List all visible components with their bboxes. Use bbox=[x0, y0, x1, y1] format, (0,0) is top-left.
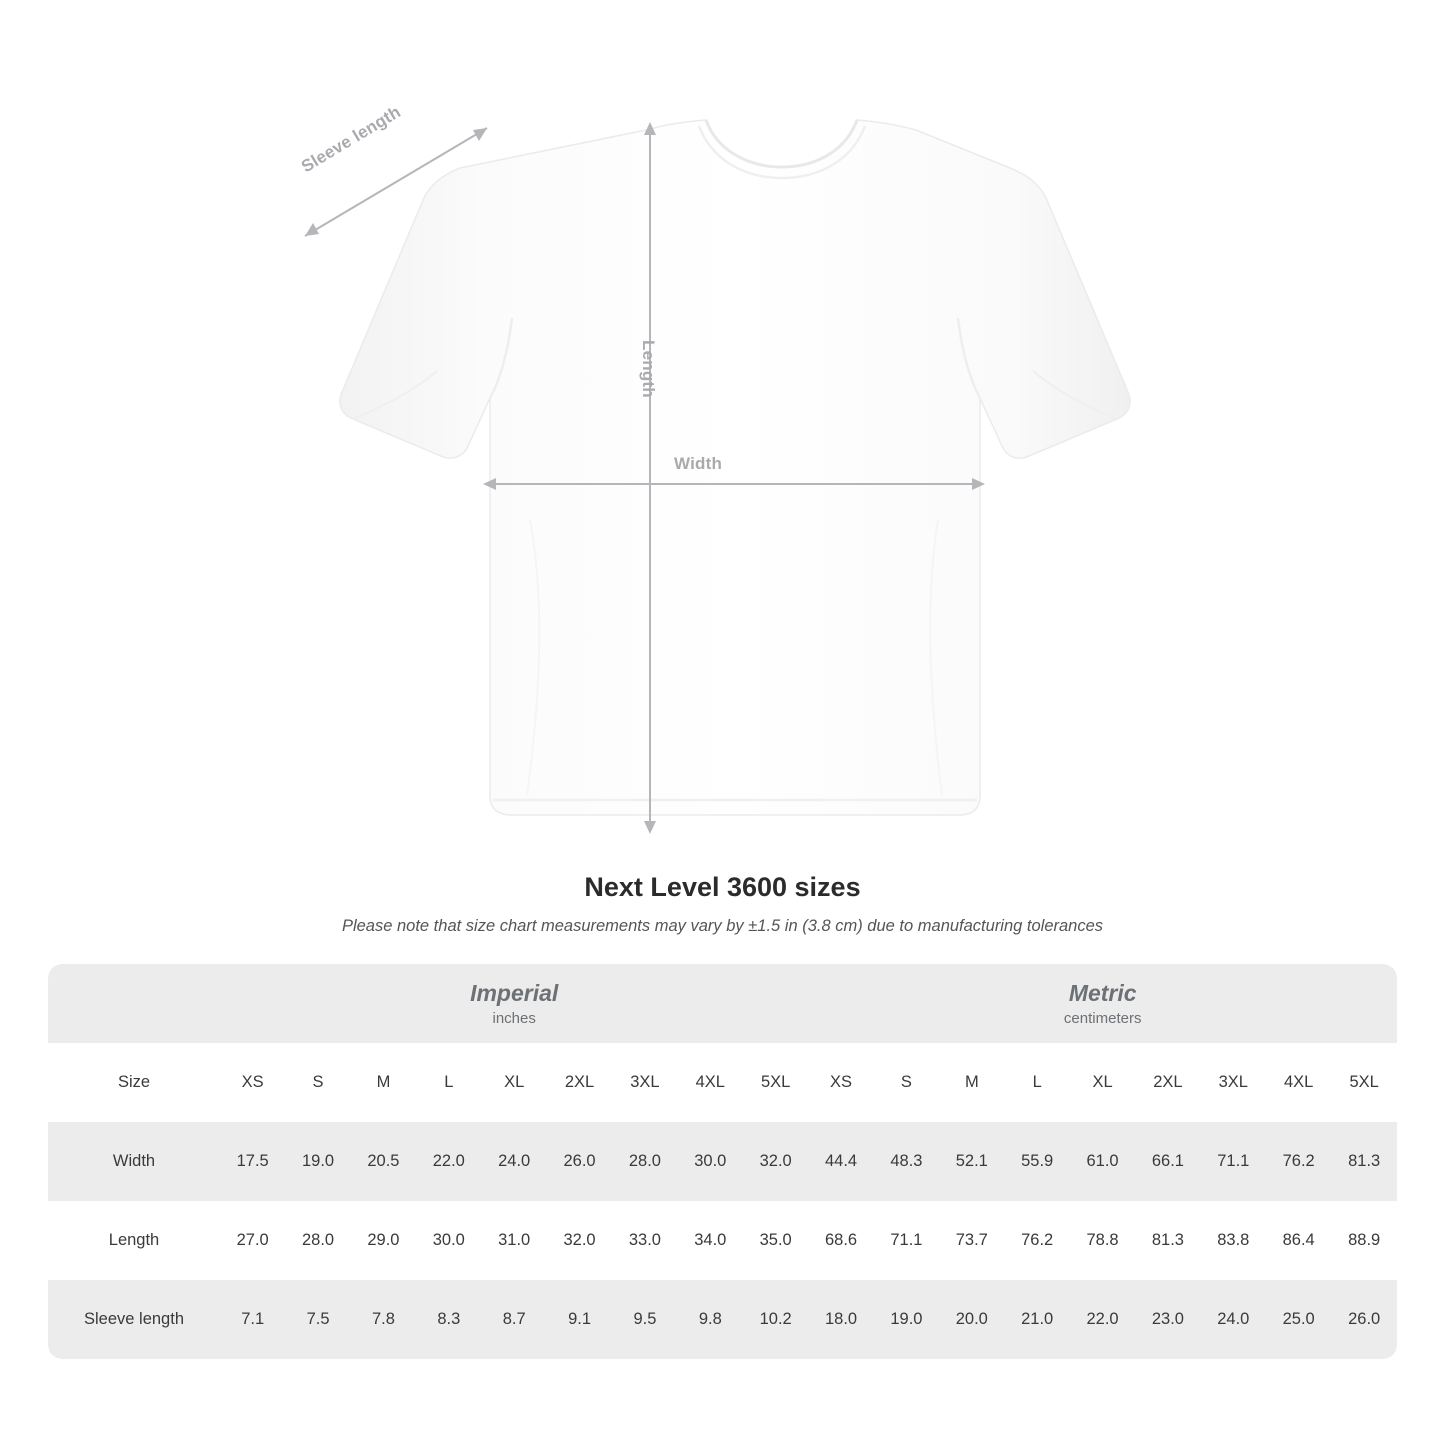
cell-sleeve-imperial-xl: 8.7 bbox=[482, 1280, 547, 1359]
size-header-metric-4xl: 4XL bbox=[1266, 1043, 1331, 1122]
cell-width-imperial-l: 22.0 bbox=[416, 1122, 481, 1201]
cell-length-imperial-4xl: 34.0 bbox=[678, 1201, 743, 1280]
unit-group-metric bbox=[808, 964, 1397, 1043]
unit-group-imperial-name: Imperial bbox=[470, 979, 559, 1006]
size-header-metric-m: M bbox=[939, 1043, 1004, 1122]
cell-length-metric-4xl: 86.4 bbox=[1266, 1201, 1331, 1280]
cell-width-metric-s: 48.3 bbox=[874, 1122, 939, 1201]
table-row-length bbox=[48, 1201, 1397, 1280]
cell-width-imperial-s: 19.0 bbox=[285, 1122, 350, 1201]
size-header-imperial-s: S bbox=[285, 1043, 350, 1122]
cell-width-imperial-2xl: 26.0 bbox=[547, 1122, 612, 1201]
cell-sleeve-metric-l: 21.0 bbox=[1005, 1280, 1070, 1359]
cell-length-metric-m: 73.7 bbox=[939, 1201, 1004, 1280]
unit-group-imperial bbox=[220, 964, 808, 1043]
cell-sleeve-metric-3xl: 24.0 bbox=[1201, 1280, 1266, 1359]
size-header-imperial-3xl: 3XL bbox=[612, 1043, 677, 1122]
unit-group-row bbox=[48, 964, 1397, 1043]
cell-width-metric-3xl: 71.1 bbox=[1201, 1122, 1266, 1201]
title-block bbox=[0, 872, 1445, 936]
cell-length-imperial-3xl: 33.0 bbox=[612, 1201, 677, 1280]
cell-width-imperial-4xl: 30.0 bbox=[678, 1122, 743, 1201]
cell-sleeve-metric-xl: 22.0 bbox=[1070, 1280, 1135, 1359]
cell-length-imperial-2xl: 32.0 bbox=[547, 1201, 612, 1280]
cell-width-imperial-3xl: 28.0 bbox=[612, 1122, 677, 1201]
cell-length-metric-s: 71.1 bbox=[874, 1201, 939, 1280]
cell-length-metric-xs: 68.6 bbox=[808, 1201, 873, 1280]
size-header-row bbox=[48, 1043, 1397, 1122]
cell-sleeve-imperial-3xl: 9.5 bbox=[612, 1280, 677, 1359]
unit-group-metric-name: Metric bbox=[1068, 979, 1137, 1006]
unit-row-spacer bbox=[48, 964, 220, 1043]
cell-length-imperial-5xl: 35.0 bbox=[743, 1201, 808, 1280]
size-header-imperial-xs: XS bbox=[220, 1043, 285, 1122]
cell-length-imperial-xl: 31.0 bbox=[482, 1201, 547, 1280]
width-dimension-label: Width bbox=[674, 454, 723, 473]
cell-length-metric-l: 76.2 bbox=[1005, 1201, 1070, 1280]
table-row-sleeve-length bbox=[48, 1280, 1397, 1359]
unit-group-imperial-sub: inches bbox=[492, 1010, 536, 1028]
size-chart-table bbox=[48, 964, 1397, 1359]
cell-sleeve-imperial-2xl: 9.1 bbox=[547, 1280, 612, 1359]
size-header-imperial-m: M bbox=[351, 1043, 416, 1122]
sleeve-length-dimension-label: Sleeve length bbox=[298, 102, 404, 177]
row-label-sleeve-length: Sleeve length bbox=[48, 1280, 220, 1359]
tshirt-shape bbox=[340, 120, 1130, 815]
cell-width-metric-m: 52.1 bbox=[939, 1122, 1004, 1201]
row-label-length: Length bbox=[48, 1201, 220, 1280]
size-header-imperial-2xl: 2XL bbox=[547, 1043, 612, 1122]
length-dimension-label: Length bbox=[639, 340, 658, 398]
cell-length-metric-2xl: 81.3 bbox=[1135, 1201, 1200, 1280]
cell-sleeve-imperial-4xl: 9.8 bbox=[678, 1280, 743, 1359]
size-header-metric-2xl: 2XL bbox=[1135, 1043, 1200, 1122]
size-chart-table-wrapper bbox=[48, 964, 1397, 1359]
size-header-imperial-l: L bbox=[416, 1043, 481, 1122]
size-header-imperial-5xl: 5XL bbox=[743, 1043, 808, 1122]
size-header-metric-xl: XL bbox=[1070, 1043, 1135, 1122]
cell-length-metric-3xl: 83.8 bbox=[1201, 1201, 1266, 1280]
row-label-width: Width bbox=[48, 1122, 220, 1201]
tolerance-note: Please note that size chart measurements may vary by ±1.5 in (3.8 cm) due to manufacturing tolerances bbox=[341, 917, 1104, 935]
cell-sleeve-imperial-5xl: 10.2 bbox=[743, 1280, 808, 1359]
cell-width-imperial-xl: 24.0 bbox=[482, 1122, 547, 1201]
cell-length-imperial-s: 28.0 bbox=[285, 1201, 350, 1280]
cell-sleeve-imperial-xs: 7.1 bbox=[220, 1280, 285, 1359]
cell-sleeve-metric-2xl: 23.0 bbox=[1135, 1280, 1200, 1359]
cell-sleeve-metric-5xl: 26.0 bbox=[1331, 1280, 1397, 1359]
table-row-width bbox=[48, 1122, 1397, 1201]
size-header-metric-3xl: 3XL bbox=[1201, 1043, 1266, 1122]
unit-group-metric-sub: centimeters bbox=[1063, 1010, 1142, 1028]
size-header-metric-s: S bbox=[874, 1043, 939, 1122]
cell-width-imperial-m: 20.5 bbox=[351, 1122, 416, 1201]
size-header-metric-xs: XS bbox=[808, 1043, 873, 1122]
cell-length-imperial-xs: 27.0 bbox=[220, 1201, 285, 1280]
cell-sleeve-metric-4xl: 25.0 bbox=[1266, 1280, 1331, 1359]
cell-width-imperial-5xl: 32.0 bbox=[743, 1122, 808, 1201]
size-header-metric-l: L bbox=[1005, 1043, 1070, 1122]
cell-sleeve-imperial-m: 7.8 bbox=[351, 1280, 416, 1359]
cell-width-metric-2xl: 66.1 bbox=[1135, 1122, 1200, 1201]
cell-sleeve-imperial-s: 7.5 bbox=[285, 1280, 350, 1359]
cell-sleeve-metric-xs: 18.0 bbox=[808, 1280, 873, 1359]
size-header-label: Size bbox=[48, 1043, 220, 1122]
cell-width-metric-xs: 44.4 bbox=[808, 1122, 873, 1201]
cell-width-metric-4xl: 76.2 bbox=[1266, 1122, 1331, 1201]
cell-width-metric-5xl: 81.3 bbox=[1331, 1122, 1397, 1201]
cell-length-imperial-m: 29.0 bbox=[351, 1201, 416, 1280]
cell-sleeve-metric-m: 20.0 bbox=[939, 1280, 1004, 1359]
cell-length-imperial-l: 30.0 bbox=[416, 1201, 481, 1280]
size-header-imperial-4xl: 4XL bbox=[678, 1043, 743, 1122]
page-title: Next Level 3600 sizes bbox=[584, 872, 861, 902]
cell-length-metric-xl: 78.8 bbox=[1070, 1201, 1135, 1280]
cell-sleeve-imperial-l: 8.3 bbox=[416, 1280, 481, 1359]
size-header-imperial-xl: XL bbox=[482, 1043, 547, 1122]
cell-width-metric-xl: 61.0 bbox=[1070, 1122, 1135, 1201]
cell-width-metric-l: 55.9 bbox=[1005, 1122, 1070, 1201]
cell-length-metric-5xl: 88.9 bbox=[1331, 1201, 1397, 1280]
size-header-metric-5xl: 5XL bbox=[1331, 1043, 1397, 1122]
cell-width-imperial-xs: 17.5 bbox=[220, 1122, 285, 1201]
cell-sleeve-metric-s: 19.0 bbox=[874, 1280, 939, 1359]
